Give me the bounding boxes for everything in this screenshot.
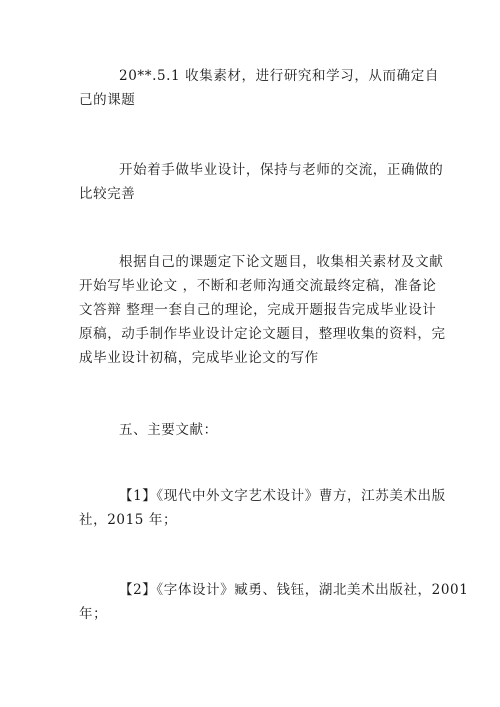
text-line: 原稿，动手制作毕业设计定论文题目，整理收集的资料，完 xyxy=(79,326,446,342)
reference-item-2 xyxy=(79,578,469,626)
section-heading-references xyxy=(79,418,429,442)
text-line: 【1】《现代中外文字艺术设计》曹方，江苏美术出版 xyxy=(119,488,446,504)
text-line: 开始写毕业论文 ，不断和老师沟通交流最终定稿，准备论 xyxy=(79,278,437,294)
schedule-paragraph-1 xyxy=(79,64,439,112)
schedule-paragraph-3 xyxy=(79,250,446,370)
reference-item-1 xyxy=(79,484,446,532)
text-line: 根据自己的课题定下论文题目，收集相关素材及文献 xyxy=(119,254,444,270)
text-line: 年； xyxy=(79,606,108,622)
text-line: 成毕业设计初稿，完成毕业论文的写作 xyxy=(79,350,319,366)
text-line: 【2】《字体设计》臧勇、钱钰，湖北美术出版社，2001 xyxy=(119,582,469,598)
heading-text: 五、主要文献： xyxy=(119,422,218,438)
text-line: 己的课题 xyxy=(79,92,136,108)
text-line: 文答辩 整理一套自己的理论，完成开题报告完成毕业设计 xyxy=(79,302,437,318)
text-line: 社，2015 年； xyxy=(79,512,178,528)
text-line: 20**.5.1 收集素材，进行研究和学习，从而确定自 xyxy=(119,68,439,84)
schedule-paragraph-2 xyxy=(79,158,444,206)
text-line: 开始着手做毕业设计，保持与老师的交流，正确做的 xyxy=(119,162,444,178)
text-line: 比较完善 xyxy=(79,186,136,202)
